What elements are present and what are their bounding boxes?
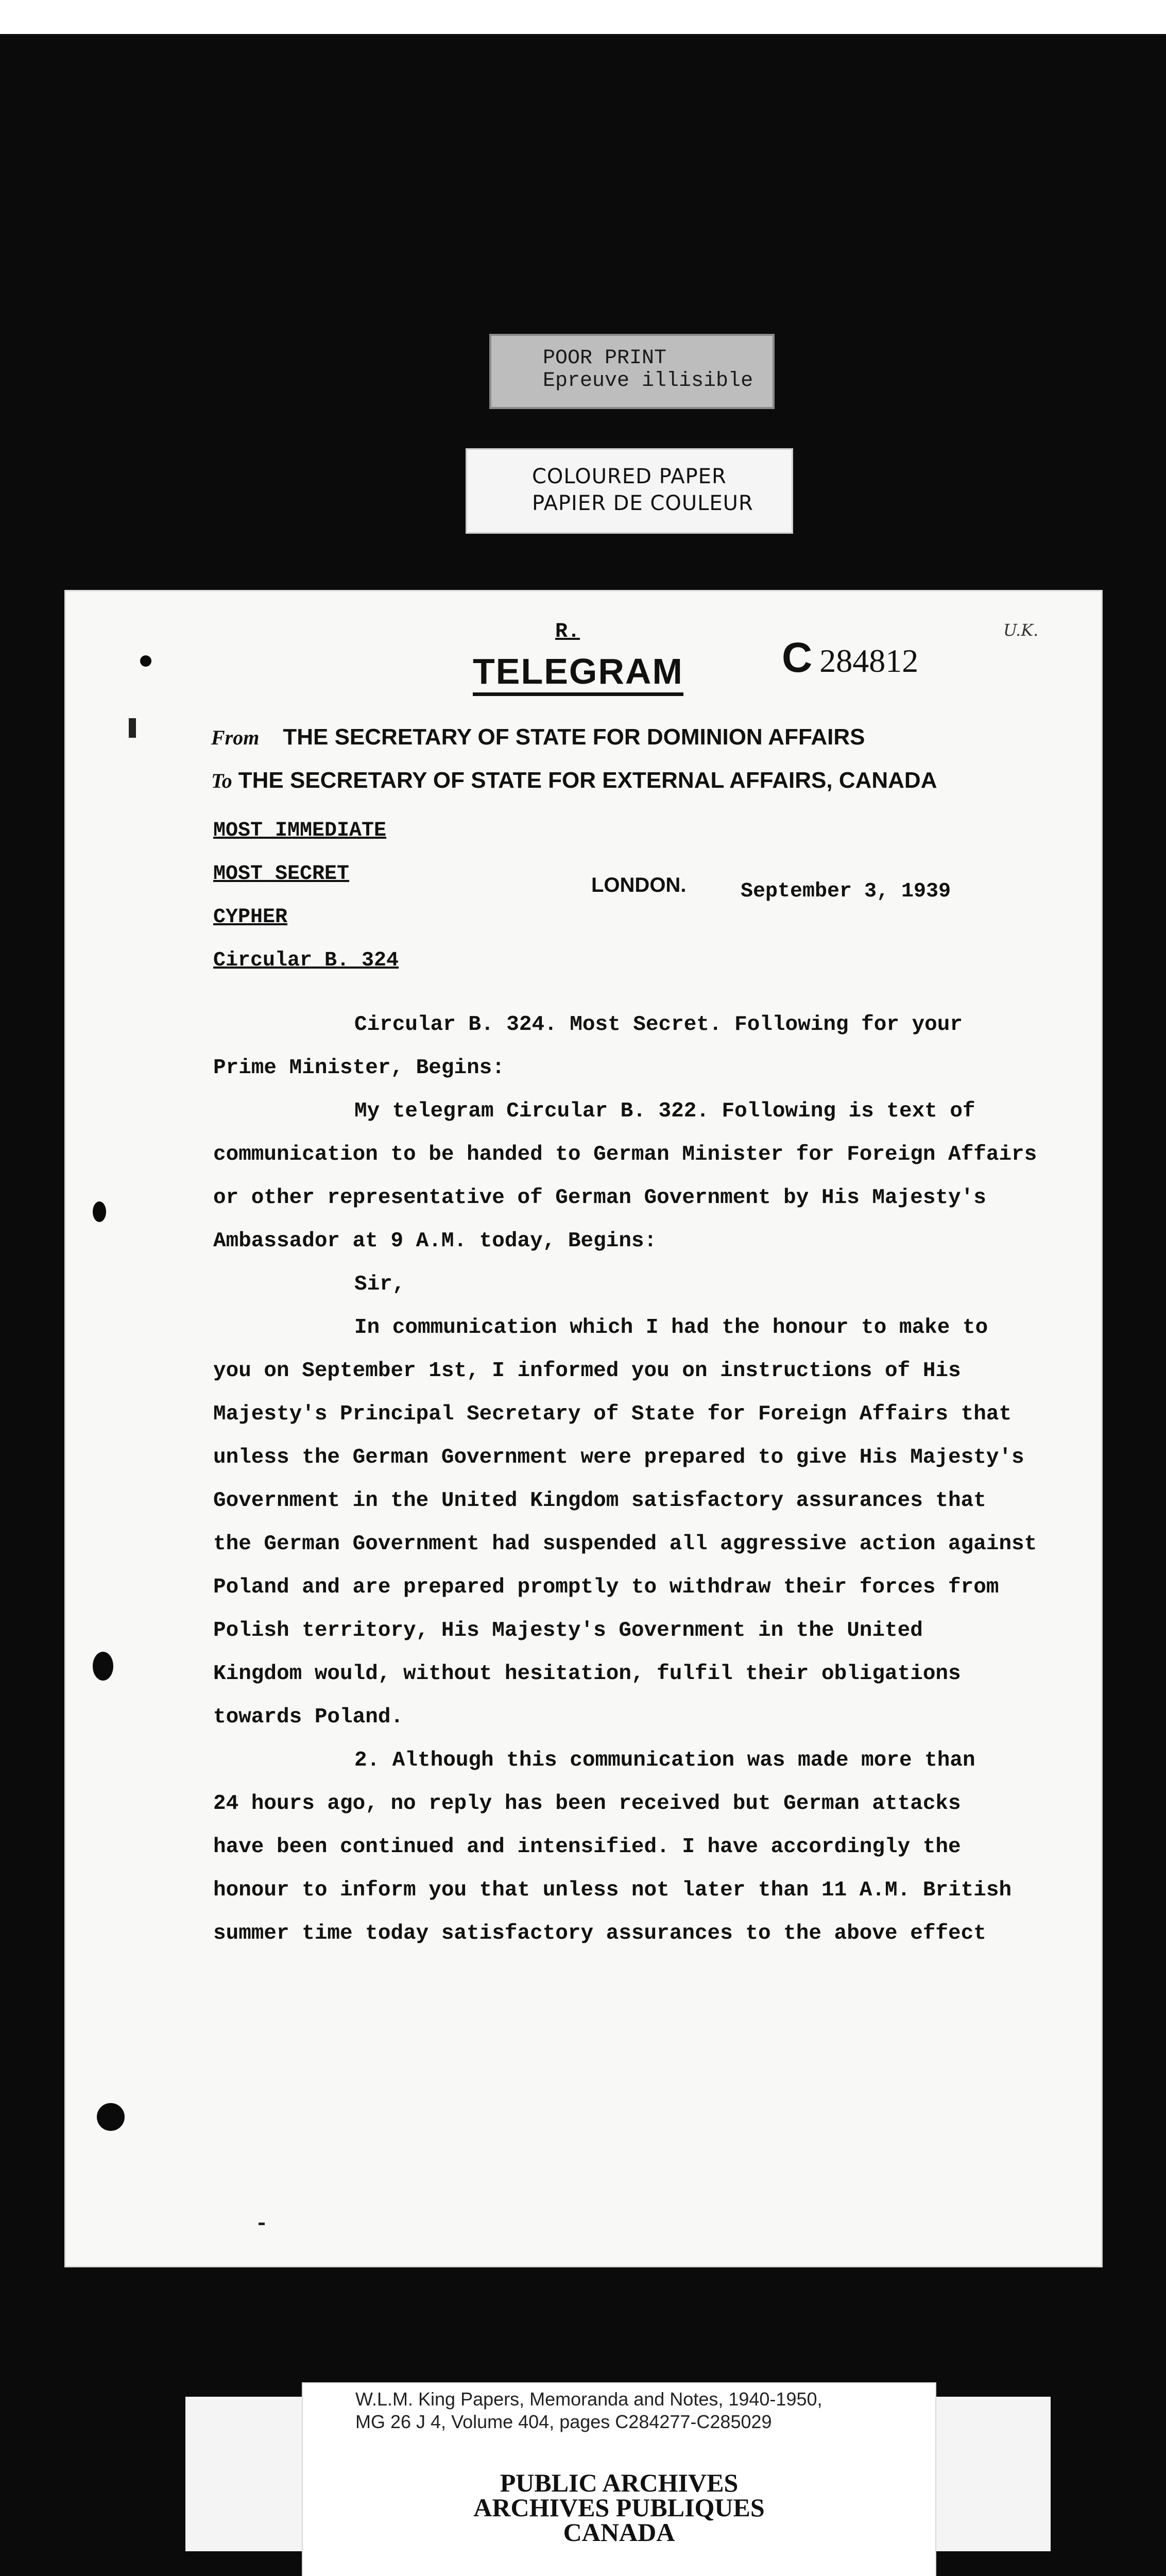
body-line: Sir,: [354, 1273, 405, 1296]
ink-mark: [140, 655, 151, 667]
header-mark: R.: [555, 620, 580, 643]
body-line: have been continued and intensified. I have accordingly the: [213, 1835, 961, 1859]
ink-mark: [129, 718, 136, 738]
body-line: 24 hours ago, no reply has been received but German attacks: [213, 1792, 961, 1816]
to-line: [211, 768, 937, 793]
corner-note: U.K.: [1003, 620, 1039, 640]
body-line: Kingdom would, without hesitation, fulfil their obligations: [213, 1662, 961, 1686]
from-value: THE SECRETARY OF STATE FOR DOMINION AFFAIRS: [283, 724, 865, 750]
document-number-value: 284812: [819, 642, 919, 679]
archive-country: CANADA: [563, 2518, 675, 2547]
archive-name: PUBLIC ARCHIVES: [500, 2468, 739, 2497]
classification-line: MOST IMMEDIATE: [213, 819, 387, 842]
c-prefix: C: [782, 634, 813, 681]
body-line: Majesty's Principal Secretary of State for Foreign Affairs that: [213, 1402, 1012, 1426]
body-line: or other representative of German Government by His Majesty's: [213, 1186, 986, 1210]
document-number: [782, 634, 918, 682]
body-line: summer time today satisfactory assurances to the above effect: [213, 1922, 986, 1945]
poor-print-stamp: [489, 334, 775, 409]
to-value: THE SECRETARY OF STATE FOR EXTERNAL AFFAIRS, CANADA: [238, 768, 937, 793]
body-line: Ambassador at 9 A.M. today, Begins:: [213, 1229, 657, 1253]
to-label: To: [211, 769, 232, 792]
classification-line: Circular B. 324: [213, 949, 399, 972]
body-line: towards Poland.: [213, 1705, 404, 1729]
poor-print-line-fr: Epreuve illisible: [543, 369, 753, 393]
body-line: My telegram Circular B. 322. Following is text of: [354, 1099, 975, 1123]
body-line: Poland and are prepared promptly to withdraw their forces from: [213, 1575, 999, 1599]
archive-reference-line: W.L.M. King Papers, Memoranda and Notes, 1940-1950,: [355, 2388, 822, 2410]
poor-print-line: POOR PRINT: [543, 347, 667, 370]
body-line: Government in the United Kingdom satisfactory assurances that: [213, 1489, 986, 1513]
coloured-paper-line: COLOURED PAPER: [532, 465, 727, 488]
body-line: Circular B. 324. Most Secret. Following for your: [354, 1013, 963, 1037]
place: LONDON.: [591, 874, 687, 896]
date: September 3, 1939: [741, 880, 951, 903]
body-line: the German Government had suspended all aggressive action against: [213, 1532, 1037, 1556]
punch-hole: [97, 2103, 125, 2131]
archive-reference-line: MG 26 J 4, Volume 404, pages C284277-C285029: [355, 2411, 772, 2432]
body-line: Polish territory, His Majesty's Government in the United: [213, 1619, 923, 1642]
classification-line: CYPHER: [213, 906, 288, 929]
body-line: unless the German Government were prepared to give His Majesty's: [213, 1446, 1024, 1469]
body-line: Prime Minister, Begins:: [213, 1056, 505, 1080]
body-line: communication to be handed to German Minister for Foreign Affairs: [213, 1143, 1037, 1166]
ink-mark: [93, 1201, 106, 1222]
from-label: From: [211, 726, 260, 749]
ink-mark: [259, 2223, 265, 2225]
classification-line: MOST SECRET: [213, 862, 350, 886]
punch-hole: [93, 1652, 113, 1681]
archive-name-fr: ARCHIVES PUBLIQUES: [473, 2493, 765, 2522]
coloured-paper-line-fr: PAPIER DE COULEUR: [532, 492, 753, 515]
body-line: honour to inform you that unless not later than 11 A.M. British: [213, 1878, 1012, 1902]
body-line: 2. Although this communication was made more than: [354, 1749, 975, 1772]
body-line: you on September 1st, I informed you on instructions of His: [213, 1359, 961, 1383]
telegram-sheet: [66, 591, 1101, 2266]
body-line: In communication which I had the honour to make to: [354, 1316, 988, 1340]
telegram-title: TELEGRAM: [473, 653, 683, 696]
from-line: [211, 724, 865, 750]
coloured-paper-stamp: [466, 448, 793, 534]
